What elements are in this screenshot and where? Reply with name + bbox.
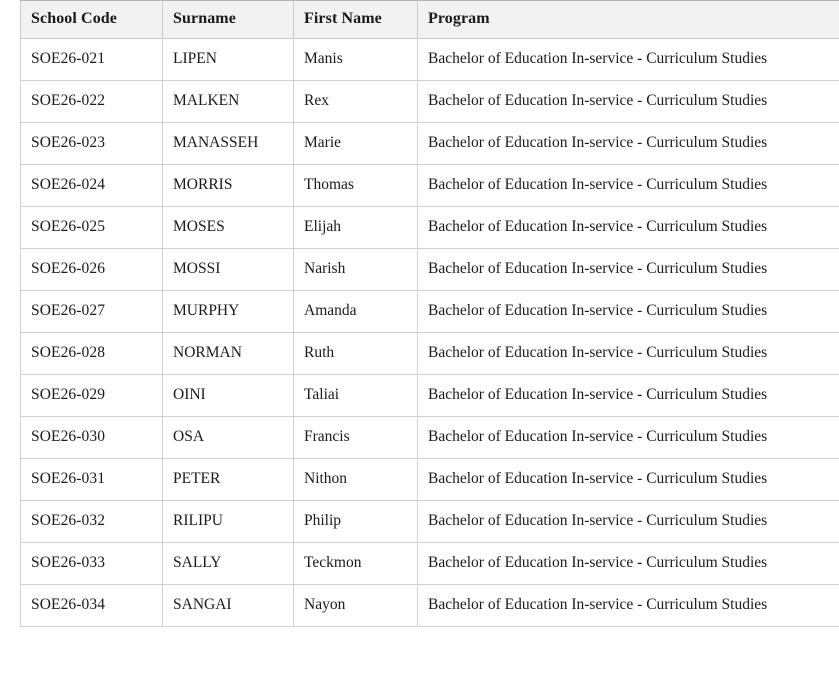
table-row [21, 375, 839, 417]
cell-surname: NORMAN [163, 333, 294, 375]
cell-program: Bachelor of Education In-service - Curriculum Studies [418, 501, 839, 543]
cell-first-name: Elijah [294, 207, 418, 249]
cell-school-code: SOE26-022 [21, 81, 163, 123]
cell-school-code: SOE26-025 [21, 207, 163, 249]
cell-first-name: Philip [294, 501, 418, 543]
cell-program: Bachelor of Education In-service - Curriculum Studies [418, 165, 839, 207]
column-header-surname: Surname [163, 1, 294, 39]
cell-surname: SANGAI [163, 585, 294, 627]
cell-program: Bachelor of Education In-service - Curriculum Studies [418, 459, 839, 501]
cell-first-name: Rex [294, 81, 418, 123]
table-row [21, 39, 839, 81]
table-row [21, 585, 839, 627]
table-header-row [21, 1, 839, 39]
cell-program: Bachelor of Education In-service - Curriculum Studies [418, 417, 839, 459]
cell-program: Bachelor of Education In-service - Curriculum Studies [418, 39, 839, 81]
cell-program: Bachelor of Education In-service - Curriculum Studies [418, 543, 839, 585]
table-row [21, 291, 839, 333]
table-row [21, 207, 839, 249]
table-row [21, 333, 839, 375]
cell-surname: MORRIS [163, 165, 294, 207]
cell-surname: SALLY [163, 543, 294, 585]
table-body [21, 39, 839, 627]
cell-surname: MANASSEH [163, 123, 294, 165]
student-table [20, 0, 839, 627]
cell-first-name: Manis [294, 39, 418, 81]
cell-first-name: Amanda [294, 291, 418, 333]
cell-school-code: SOE26-024 [21, 165, 163, 207]
table-header [21, 1, 839, 39]
table-row [21, 81, 839, 123]
cell-program: Bachelor of Education In-service - Curriculum Studies [418, 585, 839, 627]
cell-first-name: Teckmon [294, 543, 418, 585]
cell-surname: LIPEN [163, 39, 294, 81]
cell-school-code: SOE26-033 [21, 543, 163, 585]
cell-surname: MALKEN [163, 81, 294, 123]
cell-program: Bachelor of Education In-service - Curriculum Studies [418, 375, 839, 417]
cell-surname: OINI [163, 375, 294, 417]
cell-program: Bachelor of Education In-service - Curriculum Studies [418, 333, 839, 375]
cell-surname: RILIPU [163, 501, 294, 543]
table-row [21, 459, 839, 501]
cell-first-name: Thomas [294, 165, 418, 207]
cell-program: Bachelor of Education In-service - Curriculum Studies [418, 291, 839, 333]
column-header-school-code: School Code [21, 1, 163, 39]
column-header-first-name: First Name [294, 1, 418, 39]
cell-first-name: Ruth [294, 333, 418, 375]
cell-school-code: SOE26-031 [21, 459, 163, 501]
cell-program: Bachelor of Education In-service - Curriculum Studies [418, 249, 839, 291]
cell-surname: PETER [163, 459, 294, 501]
table-row [21, 543, 839, 585]
table-row [21, 249, 839, 291]
cell-first-name: Nithon [294, 459, 418, 501]
cell-first-name: Taliai [294, 375, 418, 417]
table-row [21, 417, 839, 459]
cell-first-name: Nayon [294, 585, 418, 627]
cell-school-code: SOE26-021 [21, 39, 163, 81]
cell-first-name: Marie [294, 123, 418, 165]
cell-school-code: SOE26-030 [21, 417, 163, 459]
table-row [21, 165, 839, 207]
cell-program: Bachelor of Education In-service - Curriculum Studies [418, 123, 839, 165]
cell-surname: MURPHY [163, 291, 294, 333]
cell-school-code: SOE26-034 [21, 585, 163, 627]
cell-surname: MOSSI [163, 249, 294, 291]
cell-school-code: SOE26-023 [21, 123, 163, 165]
cell-program: Bachelor of Education In-service - Curriculum Studies [418, 81, 839, 123]
cell-first-name: Francis [294, 417, 418, 459]
cell-school-code: SOE26-032 [21, 501, 163, 543]
cell-first-name: Narish [294, 249, 418, 291]
table-row [21, 123, 839, 165]
cell-surname: MOSES [163, 207, 294, 249]
cell-school-code: SOE26-029 [21, 375, 163, 417]
cell-school-code: SOE26-028 [21, 333, 163, 375]
table-row [21, 501, 839, 543]
cell-school-code: SOE26-027 [21, 291, 163, 333]
column-header-program: Program [418, 1, 839, 39]
cell-surname: OSA [163, 417, 294, 459]
cell-program: Bachelor of Education In-service - Curriculum Studies [418, 207, 839, 249]
cell-school-code: SOE26-026 [21, 249, 163, 291]
